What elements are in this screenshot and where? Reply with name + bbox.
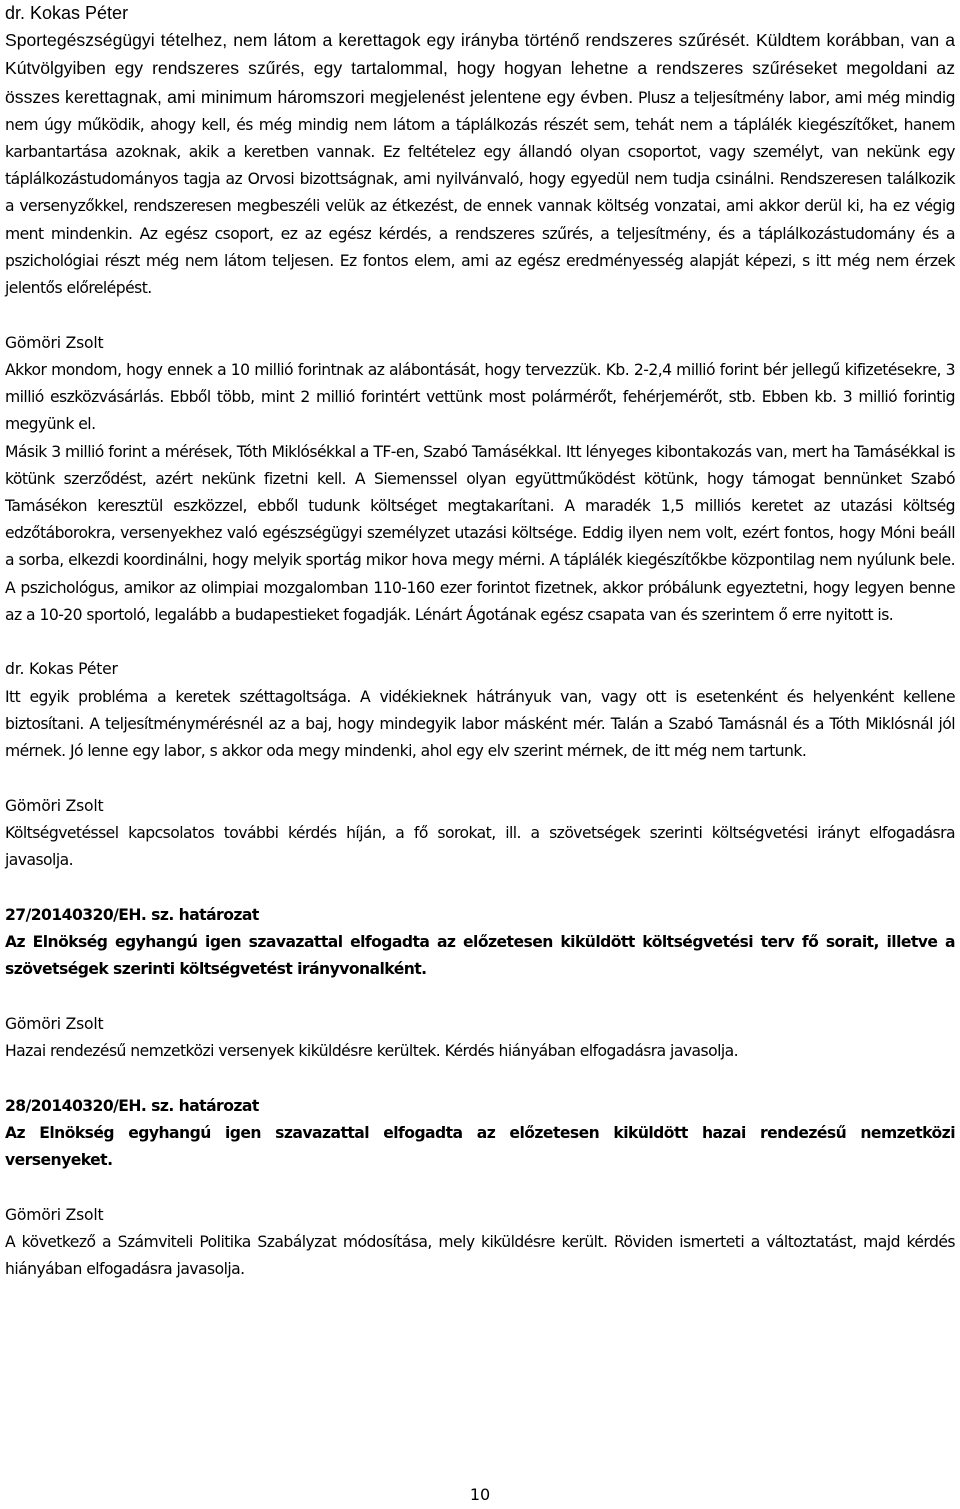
speaker-name: dr. Kokas Péter — [5, 3, 129, 23]
resolution-text: Az Elnökség egyhangú igen szavazattal elfogadta az előzetesen kiküldött költségvetési terv fő sorait, illetve a szövetségek szerinti költségvetést irányvonalként. — [5, 933, 955, 979]
statement-text: Költségvetéssel kapcsolatos további kérdés híján, a fő sorokat, ill. a szövetségek szerinti költségvetési irányt elfogadásra javasolja. — [5, 823, 955, 870]
resolution-block — [5, 902, 955, 984]
statement-block — [5, 1011, 955, 1065]
statement-block — [5, 1202, 955, 1284]
speaker-name: Gömöri Zsolt — [5, 1206, 104, 1225]
speaker-name: Gömöri Zsolt — [5, 1015, 104, 1033]
statement-block — [5, 793, 955, 875]
resolution-block — [5, 1093, 955, 1175]
statement-text: Másik 3 millió forint a mérések, Tóth Miklósékkal a TF-en, Szabó Tamásékkal. Itt lényeges kibontakozás van, mert ha Tamásékkal is kötünk szerződést, azért nekünk fizetni kell. A Siemenssel olyan együttműködést kötünk, hogy támogat bennünket Szabó Tamásékon keresztül eszközzel, ebből tudunk költséget megtakarítani. A maradék 1,5 milliós keretet az utazási költség edzőtáborokra, versenyekhez való egészségügyi személyzet utazási költsége. Eddig ilyen nem volt, ezért fontos, hogy Móni beáll a sorba, elkezdi koordinálni, hogy melyik sportág mikor hova megy mérni. A táplálék kiegészítőkbe központilag nem nyúlunk bele. A pszichológus, amikor az olimpiai mozgalomban 110-160 ezer forintot fizetnek, akkor próbálunk egyeztetni, hogy legyen benne az a 10-20 sportoló, legalább a budapestieket fogadják. Lénárt Ágotának egész csapata van és szerintem ő erre nyitott is. — [5, 442, 955, 624]
statement-block — [5, 656, 955, 765]
statement-text: A következő a Számviteli Politika Szabályzat módosítása, mely kiküldésre került. Röviden ismerteti a változtatást, majd kérdés hiányában elfogadásra javasolja. — [5, 1233, 955, 1279]
page-number: 10 — [469, 1485, 491, 1504]
resolution-number: 27/20140320/EH. sz. határozat — [5, 905, 259, 924]
statement-text: Hazai rendezésű nemzetközi versenyek kiküldésre kerültek. Kérdés hiányában elfogadásra javasolja. — [5, 1042, 739, 1061]
statement-text: Akkor mondom, hogy ennek a 10 millió forintnak az alábontását, hogy tervezzük. Kb. 2-2,4 millió forint bér jellegű kifizetésekre, 3 millió eszközvásárlás. Ebből több, mint 2 millió forintért vettünk most polármérőt, fehérjemérőt, stb. Ebben kb. 3 millió forintig megyünk el. — [5, 360, 955, 434]
speaker-name: Gömöri Zsolt — [5, 796, 104, 815]
statement-text: Itt egyik probléma a keretek széttagoltsága. A vidékieknek hátrányuk van, vagy ott is esetenként és helyenként kellene biztosítani. A teljesítménymérésnél az a baj, hogy mindegyik labor másként mér. Talán a Szabó Tamásnál és a Tóth Miklósnál jól mérnek. Jó lenne egy labor, s akkor oda megy mindenki, ahol egy elv szerint mérnek, de itt még nem tartunk. — [5, 687, 955, 761]
statement-block — [5, 330, 955, 629]
resolution-text: Az Elnökség egyhangú igen szavazattal elfogadta az előzetesen kiküldött hazai rendezésű nemzetközi versenyeket. — [5, 1124, 955, 1170]
statement-text-part-a: Sportegészségügyi tételhez, nem látom a kerettagok egy irányba történő rendszeres szűrését. Küldtem korábban, van a Kútvölgyiben egy rendszeres szűrés, egy tartalommal, hogy hogyan lehetne a rendszeres szűréseket megoldani az összes kerettagnak, ami minimum háromszori megjelenést jelentene egy évben. — [5, 30, 955, 107]
statement-text-part-b: Plusz a teljesítmény labor, ami még mindig nem úgy működik, ahogy kell, és még mindig nem látom a táplálkozás részét sem, tehát nem a táplálék kiegészítőket, hanem karbantartása azoknak, akik a keretben vannak. Ez feltételez egy állandó olyan csoportot, vagy személyt, van nekünk egy táplálkozástudományos tagja az Orvosi bizottságnak, ami nyilvánvaló, hogy egyedül nem tudja csinálni. Rendszeresen találkozik a versenyzőkkel, rendszeresen megbeszéli velük az étkezést, de ennek vannak költség vonzatai, ami akkor derül ki, ha ez végig ment mindenkin. Az egész csoport, ez az egész kérdés, a rendszeres szűrés, a teljesítmény, és a táplálkozástudomány és a pszichológiai részt még nem látom teljesen. Ez fontos elem, ami az egész eredményesség alapját képezi, s itt még nem érzek jelentős előrelépést. — [5, 88, 955, 298]
statement-text — [5, 27, 955, 302]
document-page — [5, 0, 955, 1284]
speaker-name: dr. Kokas Péter — [5, 660, 118, 679]
first-statement — [5, 0, 955, 302]
resolution-number: 28/20140320/EH. sz. határozat — [5, 1096, 259, 1115]
speaker-name: Gömöri Zsolt — [5, 333, 104, 352]
